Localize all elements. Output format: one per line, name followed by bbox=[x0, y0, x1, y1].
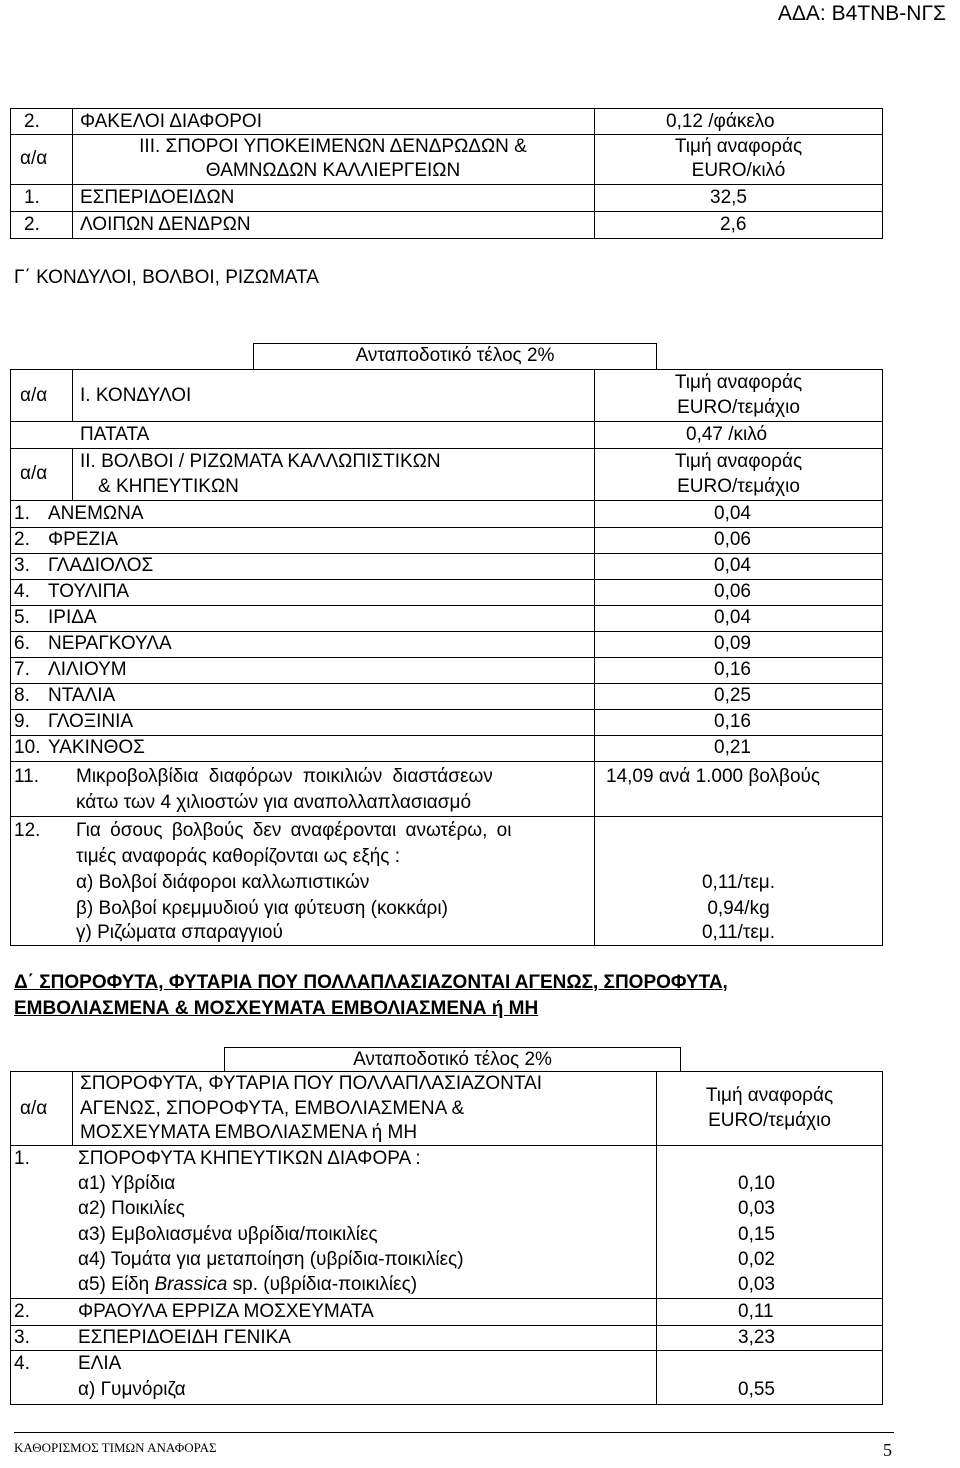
price-header-line2: EURO/τεμάχιο bbox=[677, 397, 800, 418]
row-number: 11. bbox=[14, 766, 40, 787]
item-price: 0,09 bbox=[714, 633, 751, 654]
footer-rule bbox=[14, 1432, 894, 1433]
item-price: 0,11 bbox=[738, 1301, 774, 1322]
row-number: 10. bbox=[14, 737, 41, 758]
price-header-line2: EURO/κιλό bbox=[691, 160, 786, 181]
price-header-line1: Τιμή αναφοράς bbox=[674, 136, 803, 157]
item-price: 0,16 bbox=[714, 659, 751, 680]
price-header-line1: Τιμή αναφοράς bbox=[674, 372, 803, 393]
item-name: ΑΝΕΜΩΝΑ bbox=[48, 503, 144, 524]
item-desc-line2: τιμές αναφοράς καθορίζονται ως εξής : bbox=[76, 846, 401, 867]
item-name: ΛΙΛΙΟΥΜ bbox=[48, 659, 127, 680]
item-price: 0,11/τεμ. bbox=[701, 872, 776, 893]
item-name: ΙΡΙΔΑ bbox=[48, 607, 97, 628]
item-name: ΛΟΙΠΩΝ ΔΕΝΔΡΩΝ bbox=[80, 214, 251, 235]
section-title-line3: ΜΟΣΧΕΥΜΑΤΑ ΕΜΒΟΛΙΑΣΜΕΝΑ ή ΜΗ bbox=[80, 1122, 418, 1143]
row-number: 1. bbox=[14, 1148, 30, 1169]
item-price: 0,55 bbox=[738, 1379, 775, 1400]
item-price: 0,47 /κιλό bbox=[686, 424, 768, 445]
item-name: ΓΛΟΞΙΝΙΑ bbox=[48, 711, 134, 732]
item-price: 0,21 bbox=[714, 737, 751, 758]
footer-title: ΚΑΘΟΡΙΣΜΟΣ ΤΙΜΩΝ ΑΝΑΦΟΡΑΣ bbox=[14, 1440, 217, 1455]
price-header-line1: Τιμή αναφοράς bbox=[705, 1085, 834, 1106]
item-desc-line1: Για όσους βολβούς δεν αναφέρονται ανωτέρω, οι bbox=[76, 820, 512, 841]
item-desc-line2: κάτω των 4 χιλιοστών για αναπολλαπλασιασμό bbox=[76, 792, 472, 813]
aa-header: α/α bbox=[20, 1098, 48, 1119]
item-price: 2,6 bbox=[720, 214, 747, 235]
item-name: ΦΡΑΟΥΛΑ ΕΡΡΙΖΑ ΜΟΣΧΕΥΜΑΤΑ bbox=[78, 1301, 374, 1322]
section-d-title-line1: Δ΄ ΣΠΟΡΟΦΥΤΑ, ΦΥΤΑΡΙΑ ΠΟΥ ΠΟΛΛΑΠΛΑΣΙΑΖΟΝΤΑΙ ΑΓΕΝΩΣ, ΣΠΟΡΟΦΥΤΑ, bbox=[14, 972, 728, 993]
row-number: 4. bbox=[14, 581, 30, 602]
row-number: 8. bbox=[14, 685, 30, 706]
item-name: ΦΡΕΖΙΑ bbox=[48, 529, 119, 550]
item-price: 0,25 bbox=[714, 685, 751, 706]
row-number: 7. bbox=[14, 659, 30, 680]
row-number: 12. bbox=[14, 820, 41, 841]
row-number: 1. bbox=[24, 187, 40, 208]
row-number: 4. bbox=[14, 1353, 30, 1374]
aa-header: α/α bbox=[20, 148, 48, 169]
sub-item: α5) Είδη Brassica sp. (υβρίδια-ποικιλίες) bbox=[78, 1274, 418, 1295]
item-name: ΕΣΠΕΡΙΔΟΕΙΔΗ ΓΕΝΙΚΑ bbox=[78, 1327, 291, 1348]
row-number: 2. bbox=[24, 214, 40, 235]
item-desc-line3: α) Βολβοί διάφοροι καλλωπιστικών bbox=[76, 872, 370, 893]
section-title-line2: ΑΓΕΝΩΣ, ΣΠΟΡΟΦΥΤΑ, ΕΜΒΟΛΙΑΣΜΕΝΑ & bbox=[80, 1098, 465, 1119]
row-number: 3. bbox=[14, 555, 30, 576]
ada-code: ΑΔΑ: Β4ΤΝΒ-ΝΓΣ bbox=[777, 2, 946, 25]
item-desc-line4: β) Βολβοί κρεμμυδιού για φύτευση (κοκκάρι) bbox=[76, 898, 448, 919]
item-name: ΓΛΑΔΙΟΛΟΣ bbox=[48, 555, 154, 576]
section-title-line1: ΙΙ. ΒΟΛΒΟΙ / ΡΙΖΩΜΑΤΑ ΚΑΛΛΩΠΙΣΤΙΚΩΝ bbox=[80, 451, 441, 472]
item-name: ΠΑΤΑΤΑ bbox=[80, 424, 150, 445]
row-number: 2. bbox=[14, 529, 30, 550]
item-price: 0,16 bbox=[714, 711, 751, 732]
item-price: 0,94/kg bbox=[707, 898, 770, 919]
item-price: 0,06 bbox=[714, 529, 751, 550]
item-price: 0,06 bbox=[714, 581, 751, 602]
row-number: 2. bbox=[24, 111, 40, 132]
item-price: 0,03 bbox=[738, 1274, 775, 1295]
item-desc-line1: Μικροβολβίδια διαφόρων ποικιλιών διαστάσεων bbox=[76, 766, 493, 787]
item-name: ΕΣΠΕΡΙΔΟΕΙΔΩΝ bbox=[80, 187, 235, 208]
row-number: 5. bbox=[14, 607, 30, 628]
fee-caption: Ανταποδοτικό τέλος 2% bbox=[355, 345, 555, 366]
item-price: 0,10 bbox=[738, 1173, 775, 1194]
item-price: 32,5 bbox=[710, 187, 747, 208]
price-header-line2: EURO/τεμάχιο bbox=[708, 1110, 831, 1131]
section-title-line1: ΙΙΙ. ΣΠΟΡΟΙ ΥΠΟΚΕΙΜΕΝΩΝ ΔΕΝΔΡΩΔΩΝ & bbox=[139, 136, 527, 157]
row-number: 9. bbox=[14, 711, 30, 732]
sub-item: α) Γυμνόριζα bbox=[78, 1379, 186, 1400]
item-price: 3,23 bbox=[738, 1327, 775, 1348]
aa-header: α/α bbox=[20, 385, 48, 406]
item-name: ΕΛΙΑ bbox=[78, 1353, 122, 1374]
aa-header: α/α bbox=[20, 463, 48, 484]
item-name: ΥΑΚΙΝΘΟΣ bbox=[48, 737, 145, 758]
row-number: 6. bbox=[14, 633, 30, 654]
price-header-line2: EURO/τεμάχιο bbox=[677, 476, 800, 497]
row-number: 1. bbox=[14, 503, 30, 524]
item-price: 0,03 bbox=[738, 1198, 775, 1219]
item-desc-line5: γ) Ριζώματα σπαραγγιού bbox=[76, 922, 283, 943]
item-price: 0,15 bbox=[738, 1224, 775, 1245]
item-price: 14,09 ανά 1.000 βολβούς bbox=[606, 766, 821, 787]
section-title-line2: ΘΑΜΝΩΔΩΝ ΚΑΛΛΙΕΡΓΕΙΩΝ bbox=[205, 160, 461, 181]
item-price: 0,11/τεμ. bbox=[701, 922, 776, 943]
item-price: 0,04 bbox=[714, 555, 751, 576]
sub-item: α4) Τομάτα για μεταποίηση (υβρίδια-ποικιλίες) bbox=[78, 1249, 464, 1270]
item-price: 0,04 bbox=[714, 503, 751, 524]
sub-item: α1) Υβρίδια bbox=[78, 1173, 176, 1194]
item-price: 0,12 /φάκελο bbox=[666, 111, 775, 132]
item-name: ΝΤΑΛΙΑ bbox=[48, 685, 116, 706]
item-name: ΦΑΚΕΛΟΙ ΔΙΑΦΟΡΟΙ bbox=[80, 111, 262, 132]
item-name: ΤΟΥΛΙΠΑ bbox=[48, 581, 130, 602]
row-number: 3. bbox=[14, 1327, 30, 1348]
section-title-line1: ΣΠΟΡΟΦΥΤΑ, ΦΥΤΑΡΙΑ ΠΟΥ ΠΟΛΛΑΠΛΑΣΙΑΖΟΝΤΑΙ bbox=[80, 1073, 543, 1094]
sub-item: α3) Εμβολιασμένα υβρίδια/ποικιλίες bbox=[78, 1224, 378, 1245]
section-d-title-line2: ΕΜΒΟΛΙΑΣΜΕΝΑ & ΜΟΣΧΕΥΜΑΤΑ ΕΜΒΟΛΙΑΣΜΕΝΑ ή ΜΗ bbox=[14, 998, 539, 1019]
row-number: 2. bbox=[14, 1301, 30, 1322]
item-price: 0,04 bbox=[714, 607, 751, 628]
fee-caption: Ανταποδοτικό τέλος 2% bbox=[353, 1049, 552, 1070]
section-g-title: Γ΄ ΚΟΝΔΥΛΟΙ, ΒΟΛΒΟΙ, ΡΙΖΩΜΑΤΑ bbox=[14, 267, 319, 288]
item-price: 0,02 bbox=[738, 1249, 775, 1270]
sub-item: α2) Ποικιλίες bbox=[78, 1198, 185, 1219]
price-header-line1: Τιμή αναφοράς bbox=[674, 451, 803, 472]
section-title-line2: & ΚΗΠΕΥΤΙΚΩΝ bbox=[98, 476, 239, 497]
page-number: 5 bbox=[883, 1440, 892, 1460]
item-name: ΝΕΡΑΓΚΟΥΛΑ bbox=[48, 633, 172, 654]
section-title: Ι. ΚΟΝΔΥΛΟΙ bbox=[80, 385, 192, 406]
item-name: ΣΠΟΡΟΦΥΤΑ ΚΗΠΕΥΤΙΚΩΝ ΔΙΑΦΟΡΑ : bbox=[78, 1148, 421, 1169]
